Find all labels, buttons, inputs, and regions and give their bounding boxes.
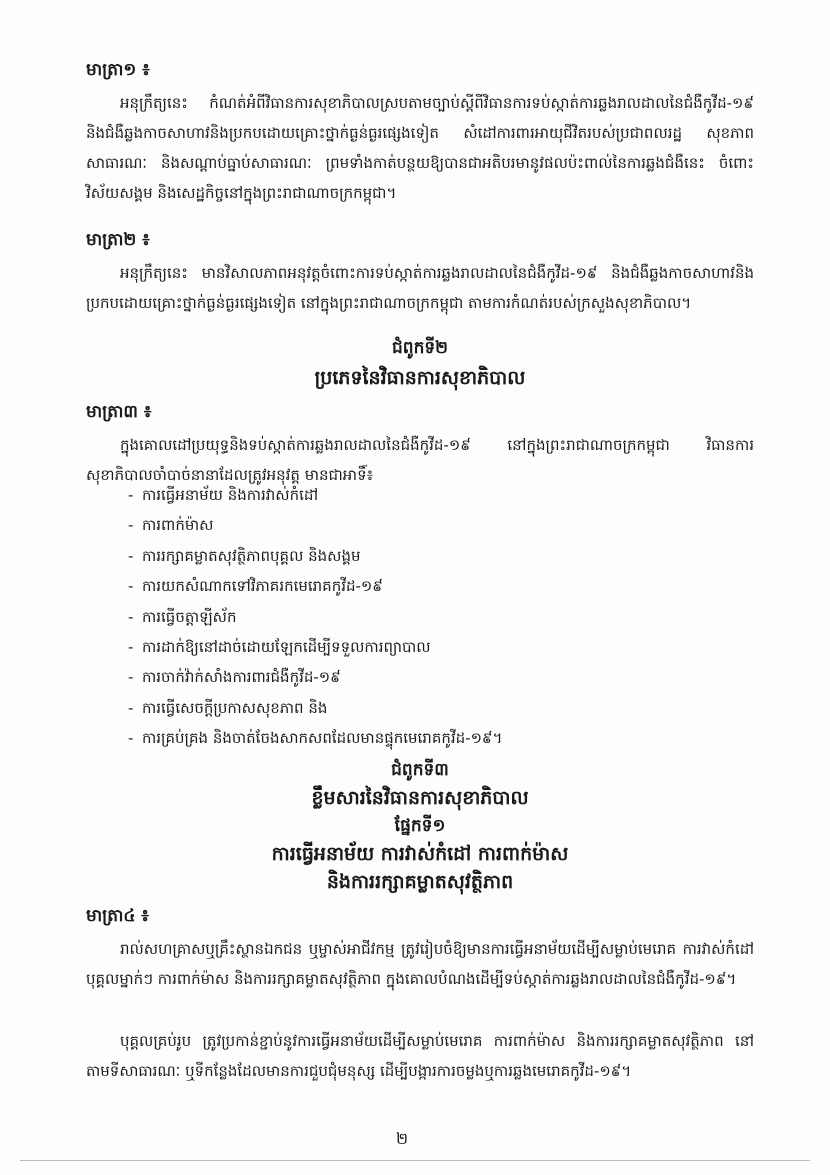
article-1-paragraph: អនុក្រឹត្យនេះ កំណត់អំពីវិធានការសុខាភិបាលស្របតាមច្បាប់ស្តីពីវិធានការទប់ស្កាត់ការឆ្លងរាលដាលនៃជំងឺកូវីដ-១៩ និងជំងឺឆ្លងកាចសាហាវនិងប្រកបដោយគ្រោះថ្នាក់ធ្ងន់ធ្ងរផ្សេងទៀត សំដៅការពារអាយុជីវិតរបស់ប្រជាពលរដ្ឋ សុខភាពសាធារណៈ និងសណ្តាប់ធ្នាប់សាធារណៈ ព្រមទាំងកាត់បន្ថយឱ្យបានជាអតិបរមានូវផលប៉ះពាល់នៃការឆ្លងជំងឺនេះ ចំពោះវិស័យសង្គម និងសេដ្ឋកិច្ចនៅក្នុងព្រះរាជាណាចក្រកម្ពុជា។ <box>86 94 754 202</box>
chapter-2-title: ជំពូកទី២ <box>391 338 449 358</box>
list-item: - ការធ្វើសេចក្តីប្រកាសសុខភាព និង <box>128 698 328 717</box>
footer-divider <box>20 1160 810 1161</box>
chapter-2-subtitle: ប្រភេទនៃវិធានការសុខាភិបាល <box>314 367 526 389</box>
article-2-heading: មាត្រា២ ៖ <box>86 230 150 250</box>
chapter-3-title: ជំពូកទី៣ <box>391 760 449 780</box>
list-item: - ការពាក់ម៉ាស <box>128 516 214 535</box>
section-1-title: ផ្នែកទី១ <box>394 816 446 836</box>
chapter-3-subtitle: ខ្លឹមសារនៃវិធានការសុខាភិបាល <box>311 787 529 809</box>
article-2-paragraph: អនុក្រឹត្យនេះ មានវិសាលភាពអនុវត្តចំពោះការទប់ស្កាត់ការឆ្លងរាលដាលនៃជំងឺកូវីដ-១៩ និងជំងឺឆ្លងកាចសាហាវនិងប្រកបដោយគ្រោះថ្នាក់ធ្ងន់ធ្ងរផ្សេងទៀត នៅក្នុងព្រះរាជាណាចក្រកម្ពុជា តាមការកំណត់របស់ក្រសួងសុខាភិបាល។ <box>86 264 754 312</box>
list-item: - ការយកសំណាកទៅវិភាគរកមេរោគកូវីដ-១៩ <box>128 577 383 596</box>
list-item: - ការគ្រប់គ្រង និងចាត់ចែងសាកសពដែលមានផ្ទុកមេរោគកូវីដ-១៩។ <box>128 729 503 748</box>
page-number: ២ <box>396 1129 409 1148</box>
article-1-heading: មាត្រា១ ៖ <box>86 60 150 80</box>
list-item: - ការធ្វើអនាម័យ និងការវាស់កំដៅ <box>128 486 319 504</box>
article-4-paragraph-1: រាល់សហគ្រាសឬគ្រឹះស្ថានឯកជន ឬម្ចាស់អាជីវកម្ម ត្រូវរៀបចំឱ្យមានការធ្វើអនាម័យដើម្បីសម្លាប់មេរោគ ការវាស់កំដៅបុគ្គលម្នាក់ៗ ការពាក់ម៉ាស និងការរក្សាគម្លាតសុវត្ថិភាព ក្នុងគោលបំណងដើម្បីទប់ស្កាត់ការឆ្លងរាលដាលនៃជំងឺកូវីដ-១៩។ <box>86 940 754 988</box>
list-item: - ការចាក់វ៉ាក់សាំងការពារជំងឺកូវីដ-១៩ <box>128 668 341 687</box>
list-item: - ការធ្វើចត្តាឡីស័ក <box>128 607 237 626</box>
section-1-line-2: និងការរក្សាគម្លាតសុវត្ថិភាព <box>326 871 514 893</box>
article-3-heading: មាត្រា៣ ៖ <box>86 402 152 422</box>
article-3-paragraph: ក្នុងគោលដៅប្រយុទ្ធនិងទប់ស្កាត់ការឆ្លងរាលដាលនៃជំងឺកូវីដ-១៩ នៅក្នុងព្រះរាជាណាចក្រកម្ពុជា វិធានការសុខាភិបាលចាំបាច់នានាដែលត្រូវអនុវត្ត មានជាអាទិ៍៖ <box>86 436 754 484</box>
list-item: - ការដាក់ឱ្យនៅដាច់ដោយឡែកដើម្បីទទួលការព្យាបាល <box>128 637 431 656</box>
section-1-line-1: ការធ្វើអនាម័យ ការវាស់កំដៅ ការពាក់ម៉ាស <box>271 843 569 865</box>
article-4-heading: មាត្រា៤ ៖ <box>86 906 149 926</box>
list-item: - ការរក្សាគម្លាតសុវត្ថិភាពបុគ្គល និងសង្គម <box>128 546 361 565</box>
article-4-paragraph-2: បុគ្គលគ្រប់រូប ត្រូវប្រកាន់ខ្ជាប់នូវការធ្វើអនាម័យដើម្បីសម្លាប់មេរោគ ការពាក់ម៉ាស និងការរក្សាគម្លាតសុវត្ថិភាព នៅតាមទីសាធារណៈ ឬទីកន្លែងដែលមានការជួបជុំមនុស្ស ដើម្បីបង្ការការចម្លងឬការឆ្លងមេរោគកូវីដ-១៩។ <box>86 1032 754 1080</box>
health-measures-list <box>128 480 748 754</box>
